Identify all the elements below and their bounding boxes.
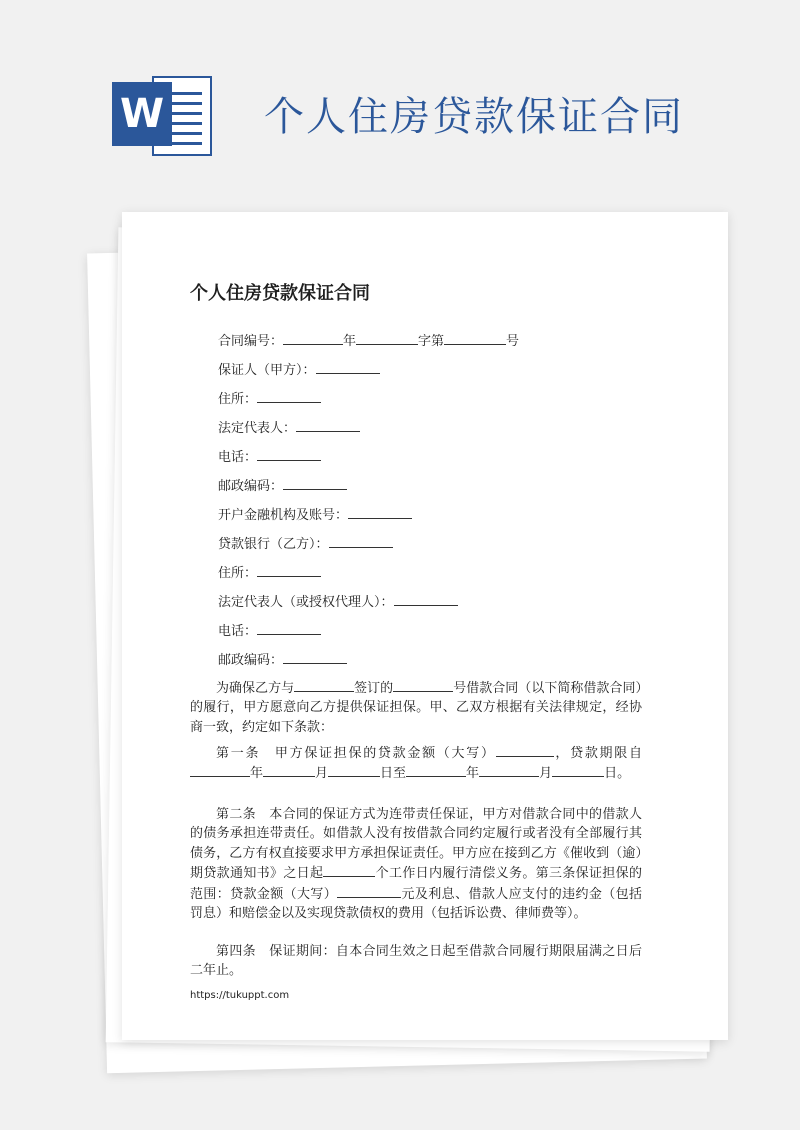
blank-line [257, 389, 321, 403]
text-run: 签订的 [354, 681, 394, 696]
text-run: 日至 [380, 766, 407, 782]
field-label: 住所： [218, 566, 258, 581]
field-lender-bank [218, 534, 393, 554]
article-4-paragraph: 第四条 保证期间：自本合同生效之日起至借款合同履行期限届满之日后二年止。 [190, 944, 642, 979]
blank-line [316, 360, 380, 374]
blank-line [444, 331, 506, 345]
field-label: 电话： [218, 450, 258, 465]
blank-line [479, 763, 539, 777]
article-1-paragraph [190, 743, 642, 784]
text-run: 元及利息、借款人应支付的违约金（包括罚息）和赔偿金以及实现贷款债权的费用（包括诉讼费、律师费等）。 [190, 886, 642, 922]
field-label: 贷款银行（乙方）： [218, 537, 329, 552]
field-label: 法定代表人： [218, 421, 297, 436]
footer-url: https://tukuppt.com [190, 990, 290, 1001]
word-document-icon [112, 72, 214, 156]
field-label: 住所： [218, 392, 258, 407]
blank-line [257, 447, 321, 461]
blank-line [283, 476, 347, 490]
word-letter-badge: W [112, 82, 172, 146]
field-lender-postcode [218, 650, 347, 670]
blank-line [263, 763, 315, 777]
document-page [122, 212, 728, 1040]
blank-line [257, 563, 321, 577]
field-lender-legal-rep [218, 592, 458, 612]
blank-line [348, 505, 412, 519]
field-label: 法定代表人（或授权代理人）： [218, 595, 394, 610]
field-guarantor [218, 360, 380, 380]
field-lender-address [218, 563, 321, 583]
field-bank-account [218, 505, 412, 525]
text-run: 为确保乙方与 [216, 681, 295, 696]
hao-text: 号 [506, 334, 520, 349]
text-run: 年 [250, 766, 264, 782]
blank-line [257, 621, 321, 635]
blank-line [283, 331, 343, 345]
intro-paragraph [190, 678, 642, 737]
blank-line [356, 331, 418, 345]
blank-line [406, 763, 466, 777]
blank-line [294, 678, 354, 692]
blank-line [190, 763, 250, 777]
banner-title: 个人住房贷款保证合同 [264, 94, 684, 140]
field-label: 电话： [218, 624, 258, 639]
blank-line [393, 678, 453, 692]
text-run: 个工作日内履行清偿义务。第三条保证担保的范围：贷款金额（大写） [190, 866, 642, 902]
field-label: 开户金融机构及账号： [218, 508, 349, 523]
blank-line [337, 884, 401, 898]
field-label: 邮政编码： [218, 479, 284, 494]
blank-line [394, 592, 458, 606]
year-text: 年 [343, 334, 357, 349]
blank-line [496, 743, 554, 757]
zi-di-text: 字第 [418, 334, 445, 349]
text-run: 月 [315, 766, 329, 782]
field-guarantor-address [218, 389, 321, 409]
text-run: 第二条 本合同的保证方式为连带责任保证，甲方对借款合同中的借款人的债务承担连带责任。如借款人没有按借款合同约定履行或者没有全部履行其债务，乙方有权直接要求甲方承担保证责任。甲方应在接到乙方《催收到（逾）期贷款通知书》之日起 [190, 807, 642, 882]
blank-line [296, 418, 360, 432]
contract-number-line [218, 331, 519, 351]
text-run: ，贷款期限自 [553, 746, 642, 761]
text-run: 第一条 甲方保证担保的贷款金额（大写） [216, 746, 496, 761]
blank-line [552, 763, 604, 777]
field-guarantor-postcode [218, 476, 347, 496]
field-guarantor-legal-rep [218, 418, 360, 438]
blank-line [328, 763, 380, 777]
blank-line [283, 650, 347, 664]
text-run: 月 [539, 766, 553, 782]
field-label: 邮政编码： [218, 653, 284, 668]
text-run: 日。 [604, 766, 631, 782]
blank-line [323, 863, 375, 877]
field-guarantor-phone [218, 447, 321, 467]
text-run: 年 [466, 766, 480, 782]
field-label: 保证人（甲方）： [218, 363, 316, 378]
document-title: 个人住房贷款保证合同 [190, 283, 370, 304]
banner [0, 0, 800, 200]
contract-number-label: 合同编号： [218, 334, 284, 349]
text-run: 号借款合同（以下简称借款合同）的履行，甲方愿意向乙方提供保证担保。甲、乙双方根据有关法律规定，经协商一致，约定如下条款： [190, 681, 642, 735]
field-lender-phone [218, 621, 321, 641]
blank-line [329, 534, 393, 548]
article-2-3-paragraph [190, 805, 642, 923]
